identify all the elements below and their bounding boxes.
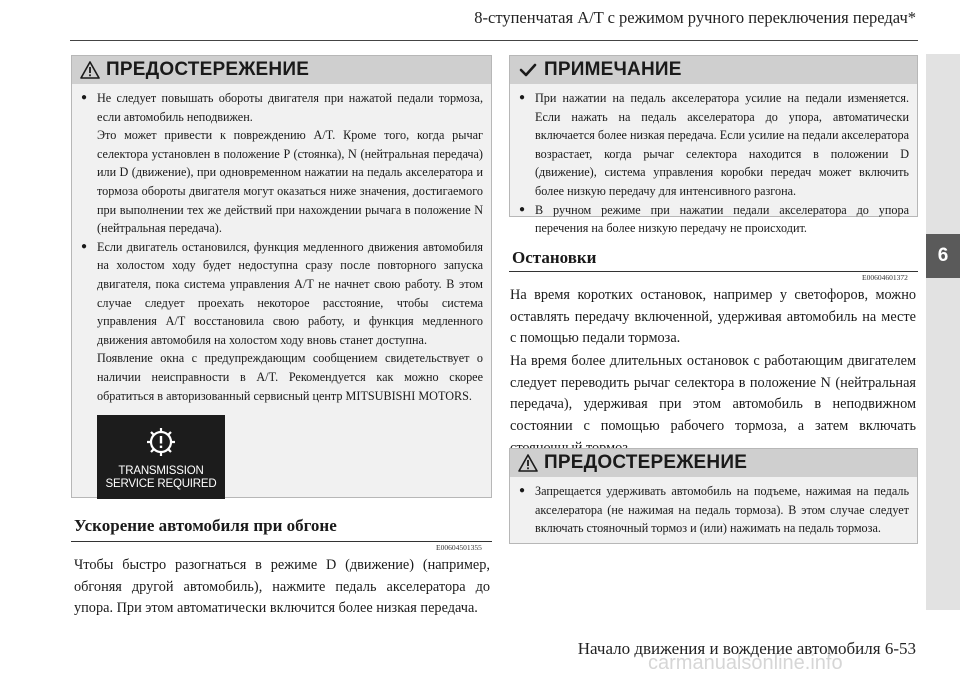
warning-triangle-icon	[518, 454, 538, 472]
left-warning-header	[72, 56, 491, 84]
right-warning-item-1: ● Запрещается удерживать автомобиль на подъеме, нажимая на педаль акселератора (не нажимая на педаль тормоза). В этом случае следует включать стояночный тормоз и (или) нажимать на педаль тормоза.	[518, 482, 909, 538]
display-line-2: SERVICE REQUIRED	[105, 478, 217, 491]
right-note-item-2: ● В ручном режиме при нажатии педали акселератора до упора перечения на более низкую передачу не происходит.	[518, 201, 909, 238]
note-check-icon	[518, 61, 538, 79]
left-section-code: E00604501355	[436, 543, 482, 552]
right-warning-box	[509, 448, 918, 544]
right-section-code: E00604601372	[862, 273, 908, 282]
right-section-title: Остановки	[512, 248, 597, 267]
transmission-warning-display	[97, 415, 225, 499]
warning-triangle-icon	[80, 61, 100, 79]
right-section-paragraph-1: На время коротких остановок, например у светофоров, можно оставлять передачу включенной, удерживая автомобиль на месте с помощью педали тормоза.	[510, 287, 916, 347]
left-section-title: Ускорение автомобиля при обгоне	[74, 516, 337, 535]
right-section-paragraph-2: На время более длительных остановок с работающим двигателем следует переводить рычаг селектора в положение N (нейтральная передача), удерживая при этом автомобиль в неподвижном состоянии с помощью рабочего тормоза, а затем включать	[510, 353, 916, 435]
left-warning-item-1-detail: Это может привести к повреждению A/T. Кроме того, когда рычаг селектора установлен в положение P (стоянка), N (нейтральная передача) или D (движение), при одновременном нажатии на педаль акселератора и тормоза обороты двигателя могут оказаться ниже значения, достигаемого при выполнении тех же действий при нахождении рычага в положение N (нейтральная передача).	[97, 128, 483, 236]
right-warning-header	[510, 449, 917, 477]
right-section-divider	[509, 271, 918, 272]
right-note-body	[510, 84, 917, 244]
left-section-body: Чтобы быстро разогнаться в режиме D (движение) (например, обгоняя другой автомобиль), нажмите педаль акселератора до упора. При этом автоматически включится более низкая передача.	[74, 557, 490, 617]
display-line-1: TRANSMISSION	[118, 465, 204, 478]
right-note-header	[510, 56, 917, 84]
left-section-divider	[71, 541, 492, 542]
right-warning-body	[510, 477, 917, 544]
left-warning-item-2: ● Если двигатель остановился, функция медленного движения автомобиля на холостом ходу будет недоступна сразу после повторного запуска двигателя, пока система управления A/T не начнет свою работу. В этом случае следует проехать некоторое расстояние, чтобы система управления A/T восстановила свою работу, и функция медленного движения автомобиля на холостом ходу вновь станет доступна.	[80, 238, 483, 350]
right-warning-title: ПРЕДОСТЕРЕЖЕНИЕ	[544, 452, 748, 473]
left-warning-item-2-detail: Появление окна с предупреждающим сообщением свидетельствует о наличии неисправности в A/T. Рекомендуется как можно скорее обратиться в авторизованный сервисный центр MITSUBISHI MOTORS.	[97, 351, 483, 403]
chapter-side-tab	[926, 54, 960, 610]
left-warning-title: ПРЕДОСТЕРЕЖЕНИЕ	[106, 59, 310, 80]
left-warning-box	[71, 55, 492, 498]
right-note-title: ПРИМЕЧАНИЕ	[544, 59, 682, 80]
right-note-item-1: ● При нажатии на педаль акселератора усилие на педали изменяется. Если нажать на педаль акселератора до упора, автоматически включается более низкая передача. Если усилие на педали акселератора возрастает, когда рычаг селектора находится в положении D (движение), система управления коробки передач может включить более низкую передачу для интенсивного разгона.	[518, 89, 909, 201]
gear-warning-icon	[144, 425, 178, 459]
watermark: carmanualsonline.info	[648, 652, 843, 674]
header-divider	[70, 40, 918, 41]
right-note-box	[509, 55, 918, 236]
page-footer: Начало движения и вождение автомобиля 6-53	[577, 639, 916, 658]
chapter-number: 6	[926, 234, 960, 278]
left-warning-item-1: ● Не следует повышать обороты двигателя при нажатой педали тормоза, если автомобиль неподвижен.	[80, 89, 483, 126]
left-warning-body	[72, 84, 491, 509]
page-header-title: 8-ступенчатая A/T с режимом ручного переключения передач*	[474, 8, 916, 27]
